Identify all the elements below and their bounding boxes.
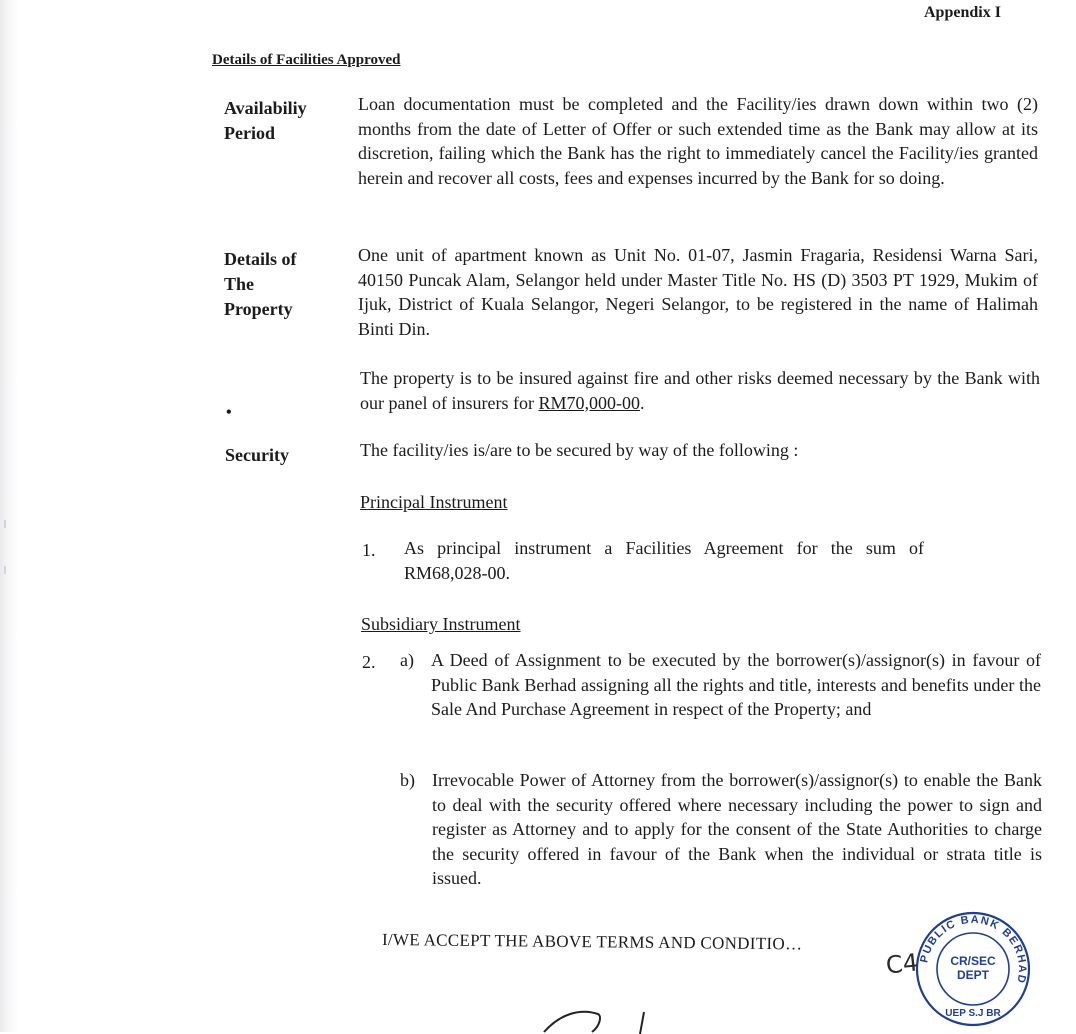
stamp-ring-text: PUBLIC BANK BERHAD bbox=[918, 913, 1029, 986]
item2b-letter: b) bbox=[400, 770, 415, 790]
property-label-line2: The bbox=[224, 274, 255, 294]
signature-scribble bbox=[540, 1004, 660, 1034]
subsidiary-heading: Subsidiary Instrument bbox=[361, 614, 521, 634]
item2a-text: A Deed of Assignment to be executed by the borrower(s)/assignor(s) in favour of Public Bank Berhad assigning all the rights and title, interests and benefits under the Sale And Purchase Agreement in respect of the Property; and bbox=[431, 650, 1041, 719]
appendix-label: Appendix I bbox=[924, 4, 1001, 21]
item2-number: 2. bbox=[362, 652, 376, 672]
property-text: One unit of apartment known as Unit No. 01-07, Jasmin Fragaria, Residensi Warna Sari, 40150 Puncak Alam, Selangor held under Master Title No. HS (D) 3503 PT 1929, Mukim of Ijuk, District of Kuala Selangor, Negeri Selangor, to be registered in the name of Halimah Binti Din. bbox=[358, 245, 1038, 339]
property-label-line1: Details of bbox=[224, 249, 297, 269]
property-label bbox=[224, 247, 296, 322]
insurance-paragraph bbox=[360, 366, 1040, 415]
stamp-inner-line2: DEPT bbox=[956, 968, 990, 982]
insurance-text: The property is to be insured against fire and other risks deemed necessary by the Bank with our panel of insurers for bbox=[360, 368, 1040, 413]
insurance-amount: RM70,000-00 bbox=[538, 392, 640, 413]
bank-stamp bbox=[914, 910, 1032, 1028]
availability-text: Loan documentation must be completed and the Facility/ies drawn down within two (2) months from the date of Letter of Offer or such extended time as the Bank may allow at its discretion, failing which the Bank has the right to immediately cancel the Facility/ies granted herein and recover all costs, fees and expenses incurred by the Bank for so doing. bbox=[358, 94, 1038, 188]
security-intro: The facility/ies is/are to be secured by way of the following : bbox=[360, 440, 799, 460]
principal-heading: Principal Instrument bbox=[360, 492, 508, 512]
insurance-end: . bbox=[639, 392, 645, 413]
availability-label bbox=[224, 96, 307, 146]
availability-label-line1: Availabiliy bbox=[224, 98, 307, 118]
stamp-inner-line1: CR/SEC bbox=[950, 954, 996, 968]
item2b-text: Irrevocable Power of Attorney from the borrower(s)/assignor(s) to enable the Bank to deal with the security offered where necessary including the power to sign and register as Attorney and to apply for the consent of the State Authorities to charge the security offered in favour of the Bank when the individual or strata title is issued. bbox=[432, 770, 1042, 888]
section-title: Details of Facilities Approved bbox=[212, 52, 401, 68]
availability-label-line2: Period bbox=[224, 123, 275, 143]
item1-text: As principal instrument a Facilities Agreement for the sum of RM68,028-00. bbox=[404, 538, 924, 583]
security-label: Security bbox=[225, 445, 289, 465]
item2a-letter: a) bbox=[400, 650, 414, 670]
property-label-line3: Property bbox=[224, 299, 293, 319]
margin-tick bbox=[4, 520, 14, 528]
margin-tick bbox=[4, 566, 14, 574]
acceptance-text: I/WE ACCEPT THE ABOVE TERMS AND CONDITIO… bbox=[381, 930, 803, 954]
item1-number: 1. bbox=[362, 540, 376, 560]
initials: C4 bbox=[884, 948, 920, 980]
stamp-bottom-text: UEP S.J BR bbox=[945, 1008, 1001, 1019]
stray-dot: • bbox=[226, 404, 232, 421]
